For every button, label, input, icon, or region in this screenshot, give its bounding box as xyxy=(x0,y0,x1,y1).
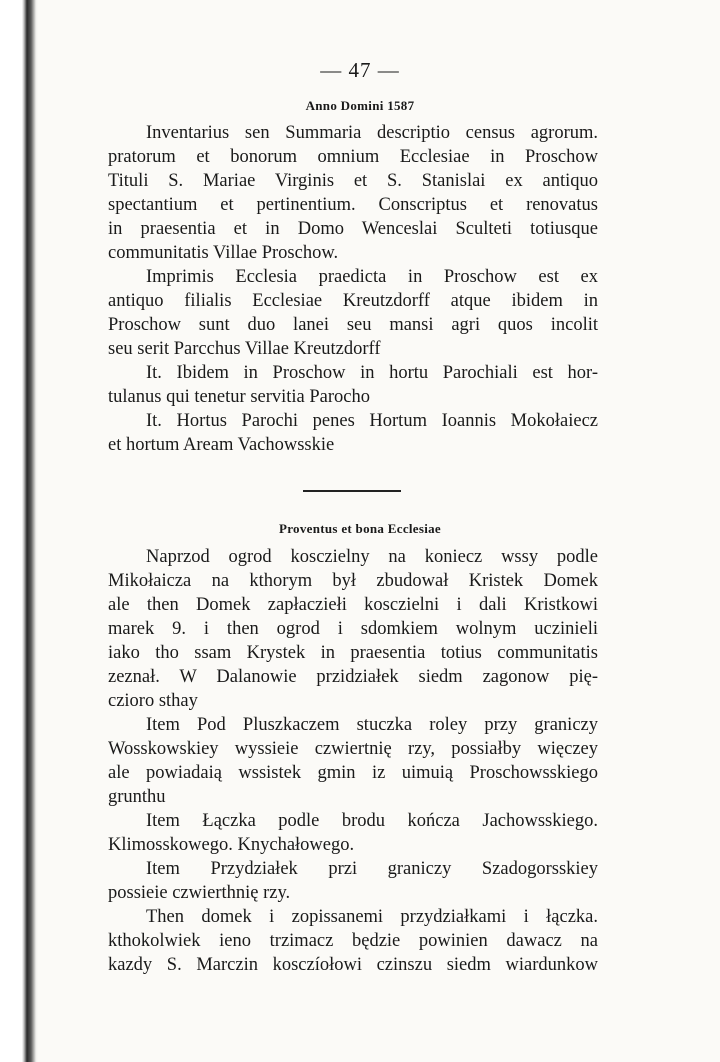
text-line: spectantium et pertinentium. Conscriptus et renovatus xyxy=(108,195,598,215)
text-line: It. Ibidem in Proschow in hortu Parochiali est hor- xyxy=(146,363,598,383)
text-line: antiquo filialis Ecclesiae Kreutzdorff atque ibidem in xyxy=(108,291,598,311)
text-line: ale then Domek zapłacziełi kosczielni i dali Kristkowi xyxy=(108,595,598,615)
text-line: iako tho ssam Krystek in praesentia totius communitatis xyxy=(108,643,598,663)
text-line: Inventarius sen Summaria descriptio census agrorum. xyxy=(146,123,598,143)
text-line: zeznał. W Dalanowie przidziałek siedm zagonow pię- xyxy=(108,667,598,687)
section-1-text xyxy=(108,121,598,457)
text-line: grunthu xyxy=(108,787,166,807)
text-line: tulanus qui tenetur servitia Parocho xyxy=(108,387,371,407)
text-line: possieie czwierthnię rzy. xyxy=(108,883,291,903)
section-heading-anno-domini: Anno Domini 1587 xyxy=(305,98,415,113)
text-line: Item Przydziałek przi graniczy Szadogorsskiey xyxy=(146,859,598,879)
text-line: pratorum et bonorum omnium Ecclesiae in Proschow xyxy=(108,147,598,167)
text-line: kazdy S. Marczin kosczíołowi czinszu siedm wiardunkow xyxy=(108,955,598,975)
page-number: — 47 — xyxy=(320,58,400,82)
text-line: Imprimis Ecclesia praedicta in Proschow est ex xyxy=(146,267,598,287)
section-heading-proventus: Proventus et bona Ecclesiae xyxy=(278,521,442,536)
text-line: Klimosskowego. Knychałowego. xyxy=(108,835,355,855)
text-line: Tituli S. Mariae Virginis et S. Stanislai ex antiquo xyxy=(108,171,598,191)
text-line: czioro sthay xyxy=(108,691,198,711)
text-line: Item Łączka podle brodu kończa Jachowsskiego. xyxy=(146,811,598,831)
text-line: kthokolwiek ieno trzimacz będzie powinien dawacz na xyxy=(108,931,598,951)
text-line: Mikołaicza na kthorym był zbudował Kristek Domek xyxy=(108,571,598,591)
text-line: marek 9. i then ogrod i sdomkiem wolnym uczinieli xyxy=(108,619,598,639)
text-line: Then domek i zopissanemi przydziałkami i łączka. xyxy=(146,907,598,927)
text-line: in praesentia et in Domo Wenceslai Sculteti totiusque xyxy=(108,219,598,239)
text-line: et hortum Aream Vachowsskie xyxy=(108,435,335,455)
text-line: communitatis Villae Proschow. xyxy=(108,243,339,263)
text-line: It. Hortus Parochi penes Hortum Ioannis Mokołaiecz xyxy=(146,411,598,431)
text-line: seu serit Parcchus Villae Kreutzdorff xyxy=(108,339,381,359)
section-divider xyxy=(303,490,401,492)
text-line: ale powiadaią wssistek gmin iz uimuią Proschowsskiego xyxy=(108,763,598,783)
text-line: Wosskowskiey wyssieie czwiertnię rzy, possiałby więczey xyxy=(108,739,598,759)
section-2-text xyxy=(108,545,598,977)
text-line: Item Pod Pluszkaczem stuczka roley przy graniczy xyxy=(146,715,598,735)
text-line: Proschow sunt duo lanei seu mansi agri quos incolit xyxy=(108,315,598,335)
text-line: Naprzod ogrod kosczielny na koniecz wssy podle xyxy=(146,547,598,567)
